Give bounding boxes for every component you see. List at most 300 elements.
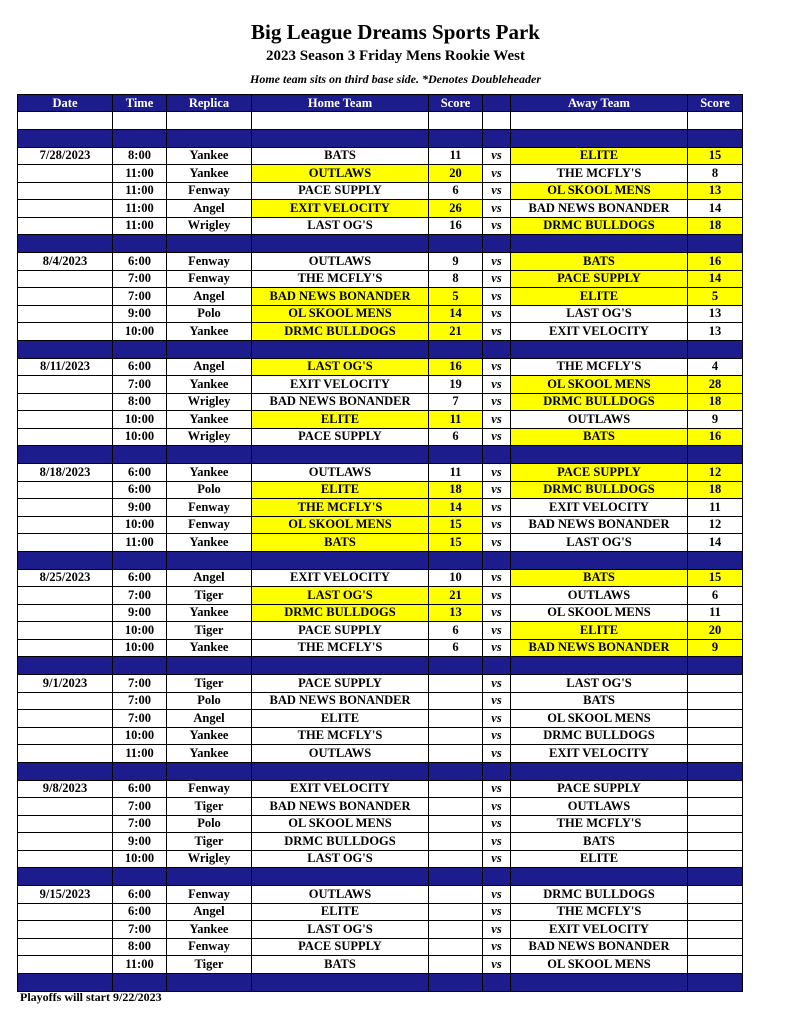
home-team: OL SKOOL MENS xyxy=(252,516,429,534)
game-time: 7:00 xyxy=(113,288,167,306)
game-row xyxy=(18,622,743,640)
week-date-empty xyxy=(18,639,113,657)
home-team: OUTLAWS xyxy=(252,165,429,183)
game-replica: Polo xyxy=(167,692,252,710)
home-score: 6 xyxy=(429,182,483,200)
home-team: OUTLAWS xyxy=(252,745,429,763)
away-score xyxy=(688,745,743,763)
week-date-empty xyxy=(18,903,113,921)
game-time: 11:00 xyxy=(113,182,167,200)
game-time: 7:00 xyxy=(113,815,167,833)
home-score: 6 xyxy=(429,428,483,446)
game-time: 6:00 xyxy=(113,481,167,499)
home-score xyxy=(429,921,483,939)
week-date-empty xyxy=(18,534,113,552)
col-header-date: Date xyxy=(18,95,113,112)
game-time: 9:00 xyxy=(113,833,167,851)
away-score: 16 xyxy=(688,428,743,446)
week-date-empty xyxy=(18,305,113,323)
game-row xyxy=(18,903,743,921)
game-time: 9:00 xyxy=(113,604,167,622)
away-score: 13 xyxy=(688,323,743,341)
game-row xyxy=(18,815,743,833)
game-row xyxy=(18,833,743,851)
away-team: BATS xyxy=(511,253,688,271)
game-time: 10:00 xyxy=(113,850,167,868)
home-team: EXIT VELOCITY xyxy=(252,780,429,798)
week-date-empty xyxy=(18,692,113,710)
home-team: ELITE xyxy=(252,481,429,499)
home-score xyxy=(429,675,483,693)
home-score xyxy=(429,956,483,974)
away-team: PACE SUPPLY xyxy=(511,270,688,288)
game-row xyxy=(18,710,743,728)
vs-label: vs xyxy=(483,639,511,657)
week-date-empty xyxy=(18,622,113,640)
away-team: EXIT VELOCITY xyxy=(511,745,688,763)
away-score: 14 xyxy=(688,270,743,288)
home-team: BAD NEWS BONANDER xyxy=(252,288,429,306)
vs-label: vs xyxy=(483,464,511,482)
away-team: OL SKOOL MENS xyxy=(511,710,688,728)
home-team: OL SKOOL MENS xyxy=(252,305,429,323)
vs-label: vs xyxy=(483,516,511,534)
game-time: 7:00 xyxy=(113,270,167,288)
week-date-empty xyxy=(18,833,113,851)
vs-label: vs xyxy=(483,499,511,517)
game-replica: Angel xyxy=(167,358,252,376)
week-separator xyxy=(18,973,743,991)
away-score: 28 xyxy=(688,376,743,394)
away-score: 13 xyxy=(688,305,743,323)
home-team: PACE SUPPLY xyxy=(252,182,429,200)
away-team: DRMC BULLDOGS xyxy=(511,217,688,235)
game-row xyxy=(18,675,743,693)
game-row xyxy=(18,692,743,710)
home-team: EXIT VELOCITY xyxy=(252,200,429,218)
week-date: 9/8/2023 xyxy=(18,780,113,798)
away-score: 8 xyxy=(688,165,743,183)
home-score: 11 xyxy=(429,147,483,165)
week-date-empty xyxy=(18,411,113,429)
week-date-empty xyxy=(18,516,113,534)
game-row xyxy=(18,587,743,605)
home-score xyxy=(429,727,483,745)
away-score xyxy=(688,833,743,851)
game-time: 9:00 xyxy=(113,499,167,517)
schedule-table xyxy=(17,94,743,992)
game-replica: Yankee xyxy=(167,411,252,429)
away-team: LAST OG'S xyxy=(511,305,688,323)
home-score: 6 xyxy=(429,639,483,657)
away-team: DRMC BULLDOGS xyxy=(511,727,688,745)
game-time: 10:00 xyxy=(113,622,167,640)
home-score: 19 xyxy=(429,376,483,394)
home-team: BAD NEWS BONANDER xyxy=(252,798,429,816)
home-score xyxy=(429,692,483,710)
away-team: OUTLAWS xyxy=(511,587,688,605)
game-replica: Fenway xyxy=(167,780,252,798)
home-team: PACE SUPPLY xyxy=(252,622,429,640)
game-replica: Fenway xyxy=(167,499,252,517)
home-team: DRMC BULLDOGS xyxy=(252,833,429,851)
home-team: EXIT VELOCITY xyxy=(252,376,429,394)
game-replica: Tiger xyxy=(167,622,252,640)
home-team: OUTLAWS xyxy=(252,464,429,482)
vs-label: vs xyxy=(483,798,511,816)
vs-label: vs xyxy=(483,587,511,605)
home-team: LAST OG'S xyxy=(252,921,429,939)
vs-label: vs xyxy=(483,956,511,974)
week-separator xyxy=(18,868,743,886)
home-team: BATS xyxy=(252,956,429,974)
week-date-empty xyxy=(18,376,113,394)
vs-label: vs xyxy=(483,393,511,411)
game-row xyxy=(18,604,743,622)
week-date-empty xyxy=(18,815,113,833)
week-date-empty xyxy=(18,393,113,411)
home-team: ELITE xyxy=(252,903,429,921)
home-score xyxy=(429,710,483,728)
game-time: 11:00 xyxy=(113,745,167,763)
home-score: 26 xyxy=(429,200,483,218)
vs-label: vs xyxy=(483,745,511,763)
vs-label: vs xyxy=(483,182,511,200)
home-score xyxy=(429,903,483,921)
vs-label: vs xyxy=(483,622,511,640)
week-separator xyxy=(18,762,743,780)
game-replica: Yankee xyxy=(167,147,252,165)
away-team: ELITE xyxy=(511,147,688,165)
game-replica: Wrigley xyxy=(167,393,252,411)
game-row xyxy=(18,182,743,200)
week-date-empty xyxy=(18,428,113,446)
game-time: 10:00 xyxy=(113,428,167,446)
home-team: THE MCFLY'S xyxy=(252,727,429,745)
home-team: BAD NEWS BONANDER xyxy=(252,692,429,710)
game-replica: Yankee xyxy=(167,323,252,341)
away-team: PACE SUPPLY xyxy=(511,464,688,482)
game-row xyxy=(18,481,743,499)
game-row xyxy=(18,165,743,183)
game-row xyxy=(18,516,743,534)
game-replica: Tiger xyxy=(167,956,252,974)
vs-label: vs xyxy=(483,200,511,218)
vs-label: vs xyxy=(483,886,511,904)
col-header-away-score: Score xyxy=(688,95,743,112)
home-team: DRMC BULLDOGS xyxy=(252,604,429,622)
game-time: 7:00 xyxy=(113,587,167,605)
game-replica: Fenway xyxy=(167,270,252,288)
game-time: 7:00 xyxy=(113,921,167,939)
game-row xyxy=(18,305,743,323)
home-score: 20 xyxy=(429,165,483,183)
home-score: 15 xyxy=(429,534,483,552)
vs-label: vs xyxy=(483,481,511,499)
game-replica: Tiger xyxy=(167,587,252,605)
away-team: PACE SUPPLY xyxy=(511,780,688,798)
week-date: 7/28/2023 xyxy=(18,147,113,165)
home-team: LAST OG'S xyxy=(252,217,429,235)
blank-row xyxy=(18,112,743,130)
week-date-empty xyxy=(18,288,113,306)
vs-label: vs xyxy=(483,692,511,710)
away-score: 12 xyxy=(688,516,743,534)
col-header-away-team: Away Team xyxy=(511,95,688,112)
week-date-empty xyxy=(18,499,113,517)
home-score xyxy=(429,815,483,833)
vs-label: vs xyxy=(483,253,511,271)
game-row xyxy=(18,938,743,956)
game-time: 11:00 xyxy=(113,200,167,218)
away-score: 14 xyxy=(688,200,743,218)
week-date: 8/4/2023 xyxy=(18,253,113,271)
home-team: LAST OG'S xyxy=(252,358,429,376)
week-date-empty xyxy=(18,200,113,218)
away-team: THE MCFLY'S xyxy=(511,358,688,376)
home-team: THE MCFLY'S xyxy=(252,639,429,657)
game-replica: Yankee xyxy=(167,921,252,939)
home-team: BAD NEWS BONANDER xyxy=(252,393,429,411)
home-score: 21 xyxy=(429,323,483,341)
game-row xyxy=(18,956,743,974)
week-date-empty xyxy=(18,745,113,763)
away-score xyxy=(688,692,743,710)
home-score: 11 xyxy=(429,464,483,482)
away-score: 20 xyxy=(688,622,743,640)
away-score xyxy=(688,798,743,816)
away-team: OL SKOOL MENS xyxy=(511,604,688,622)
game-replica: Fenway xyxy=(167,516,252,534)
game-replica: Tiger xyxy=(167,675,252,693)
week-date-empty xyxy=(18,270,113,288)
home-score: 6 xyxy=(429,622,483,640)
vs-label: vs xyxy=(483,850,511,868)
game-replica: Angel xyxy=(167,569,252,587)
home-team: DRMC BULLDOGS xyxy=(252,323,429,341)
game-row xyxy=(18,253,743,271)
week-date-empty xyxy=(18,604,113,622)
home-score xyxy=(429,798,483,816)
away-team: ELITE xyxy=(511,622,688,640)
vs-label: vs xyxy=(483,147,511,165)
away-team: DRMC BULLDOGS xyxy=(511,886,688,904)
game-row xyxy=(18,534,743,552)
away-team: BAD NEWS BONANDER xyxy=(511,639,688,657)
home-team: LAST OG'S xyxy=(252,587,429,605)
week-separator xyxy=(18,340,743,358)
game-time: 11:00 xyxy=(113,217,167,235)
week-date-empty xyxy=(18,165,113,183)
home-score: 8 xyxy=(429,270,483,288)
away-score: 6 xyxy=(688,587,743,605)
home-score: 9 xyxy=(429,253,483,271)
home-score: 7 xyxy=(429,393,483,411)
game-replica: Yankee xyxy=(167,464,252,482)
week-date-empty xyxy=(18,182,113,200)
week-date: 9/1/2023 xyxy=(18,675,113,693)
away-team: EXIT VELOCITY xyxy=(511,499,688,517)
game-row xyxy=(18,288,743,306)
away-score xyxy=(688,815,743,833)
away-score: 18 xyxy=(688,481,743,499)
away-score: 11 xyxy=(688,499,743,517)
away-score xyxy=(688,710,743,728)
home-team: EXIT VELOCITY xyxy=(252,569,429,587)
away-score: 15 xyxy=(688,147,743,165)
home-score: 10 xyxy=(429,569,483,587)
game-row xyxy=(18,411,743,429)
home-score xyxy=(429,938,483,956)
home-team: ELITE xyxy=(252,411,429,429)
home-score xyxy=(429,745,483,763)
game-replica: Angel xyxy=(167,288,252,306)
home-score xyxy=(429,886,483,904)
game-row xyxy=(18,780,743,798)
away-team: LAST OG'S xyxy=(511,534,688,552)
game-replica: Yankee xyxy=(167,639,252,657)
week-date: 8/25/2023 xyxy=(18,569,113,587)
vs-label: vs xyxy=(483,604,511,622)
game-row xyxy=(18,217,743,235)
game-row xyxy=(18,850,743,868)
away-team: LAST OG'S xyxy=(511,675,688,693)
home-score: 18 xyxy=(429,481,483,499)
away-team: BAD NEWS BONANDER xyxy=(511,200,688,218)
vs-label: vs xyxy=(483,217,511,235)
game-row xyxy=(18,323,743,341)
game-row xyxy=(18,428,743,446)
vs-label: vs xyxy=(483,288,511,306)
away-team: BATS xyxy=(511,833,688,851)
vs-label: vs xyxy=(483,569,511,587)
home-team: THE MCFLY'S xyxy=(252,499,429,517)
away-score xyxy=(688,675,743,693)
away-team: BAD NEWS BONANDER xyxy=(511,938,688,956)
vs-label: vs xyxy=(483,411,511,429)
game-row xyxy=(18,727,743,745)
home-team: PACE SUPPLY xyxy=(252,938,429,956)
away-score xyxy=(688,903,743,921)
away-team: BAD NEWS BONANDER xyxy=(511,516,688,534)
game-row xyxy=(18,499,743,517)
away-score xyxy=(688,780,743,798)
vs-label: vs xyxy=(483,710,511,728)
col-header-replica: Replica xyxy=(167,95,252,112)
game-time: 11:00 xyxy=(113,165,167,183)
week-date-empty xyxy=(18,938,113,956)
game-time: 10:00 xyxy=(113,411,167,429)
game-time: 8:00 xyxy=(113,147,167,165)
vs-label: vs xyxy=(483,358,511,376)
game-replica: Yankee xyxy=(167,165,252,183)
game-time: 7:00 xyxy=(113,675,167,693)
away-team: THE MCFLY'S xyxy=(511,903,688,921)
game-time: 7:00 xyxy=(113,798,167,816)
week-separator xyxy=(18,129,743,147)
game-replica: Fenway xyxy=(167,938,252,956)
game-replica: Yankee xyxy=(167,376,252,394)
game-time: 6:00 xyxy=(113,780,167,798)
game-time: 10:00 xyxy=(113,516,167,534)
week-separator xyxy=(18,235,743,253)
vs-label: vs xyxy=(483,323,511,341)
vs-label: vs xyxy=(483,165,511,183)
away-score: 9 xyxy=(688,639,743,657)
col-header-home-score: Score xyxy=(429,95,483,112)
home-score xyxy=(429,780,483,798)
week-separator xyxy=(18,657,743,675)
home-score xyxy=(429,833,483,851)
col-header-home-team: Home Team xyxy=(252,95,429,112)
home-team: THE MCFLY'S xyxy=(252,270,429,288)
game-replica: Angel xyxy=(167,710,252,728)
away-team: OL SKOOL MENS xyxy=(511,182,688,200)
week-date-empty xyxy=(18,481,113,499)
vs-label: vs xyxy=(483,833,511,851)
week-separator xyxy=(18,446,743,464)
game-row xyxy=(18,358,743,376)
game-replica: Fenway xyxy=(167,886,252,904)
game-replica: Polo xyxy=(167,815,252,833)
week-date: 9/15/2023 xyxy=(18,886,113,904)
vs-label: vs xyxy=(483,675,511,693)
away-score: 18 xyxy=(688,217,743,235)
away-team: DRMC BULLDOGS xyxy=(511,393,688,411)
away-team: THE MCFLY'S xyxy=(511,165,688,183)
page-note: Home team sits on third base side. *Denotes Doubleheader xyxy=(250,72,541,86)
home-team: OUTLAWS xyxy=(252,886,429,904)
away-team: OUTLAWS xyxy=(511,411,688,429)
vs-label: vs xyxy=(483,534,511,552)
game-row xyxy=(18,921,743,939)
week-date: 8/11/2023 xyxy=(18,358,113,376)
vs-label: vs xyxy=(483,305,511,323)
away-score: 12 xyxy=(688,464,743,482)
game-time: 6:00 xyxy=(113,358,167,376)
vs-label: vs xyxy=(483,815,511,833)
week-date-empty xyxy=(18,217,113,235)
away-team: OUTLAWS xyxy=(511,798,688,816)
away-score: 13 xyxy=(688,182,743,200)
game-row xyxy=(18,798,743,816)
game-replica: Yankee xyxy=(167,534,252,552)
away-score: 14 xyxy=(688,534,743,552)
vs-label: vs xyxy=(483,921,511,939)
game-time: 7:00 xyxy=(113,692,167,710)
vs-label: vs xyxy=(483,903,511,921)
game-time: 6:00 xyxy=(113,903,167,921)
game-time: 11:00 xyxy=(113,956,167,974)
home-score: 16 xyxy=(429,217,483,235)
away-score xyxy=(688,886,743,904)
page-subtitle: 2023 Season 3 Friday Mens Rookie West xyxy=(266,48,525,64)
away-score: 9 xyxy=(688,411,743,429)
vs-label: vs xyxy=(483,780,511,798)
away-score xyxy=(688,921,743,939)
game-time: 9:00 xyxy=(113,305,167,323)
game-time: 8:00 xyxy=(113,938,167,956)
game-replica: Yankee xyxy=(167,604,252,622)
game-time: 6:00 xyxy=(113,253,167,271)
home-score: 14 xyxy=(429,305,483,323)
game-time: 11:00 xyxy=(113,534,167,552)
away-team: ELITE xyxy=(511,850,688,868)
game-time: 6:00 xyxy=(113,569,167,587)
home-team: OL SKOOL MENS xyxy=(252,815,429,833)
game-replica: Tiger xyxy=(167,833,252,851)
week-date-empty xyxy=(18,798,113,816)
